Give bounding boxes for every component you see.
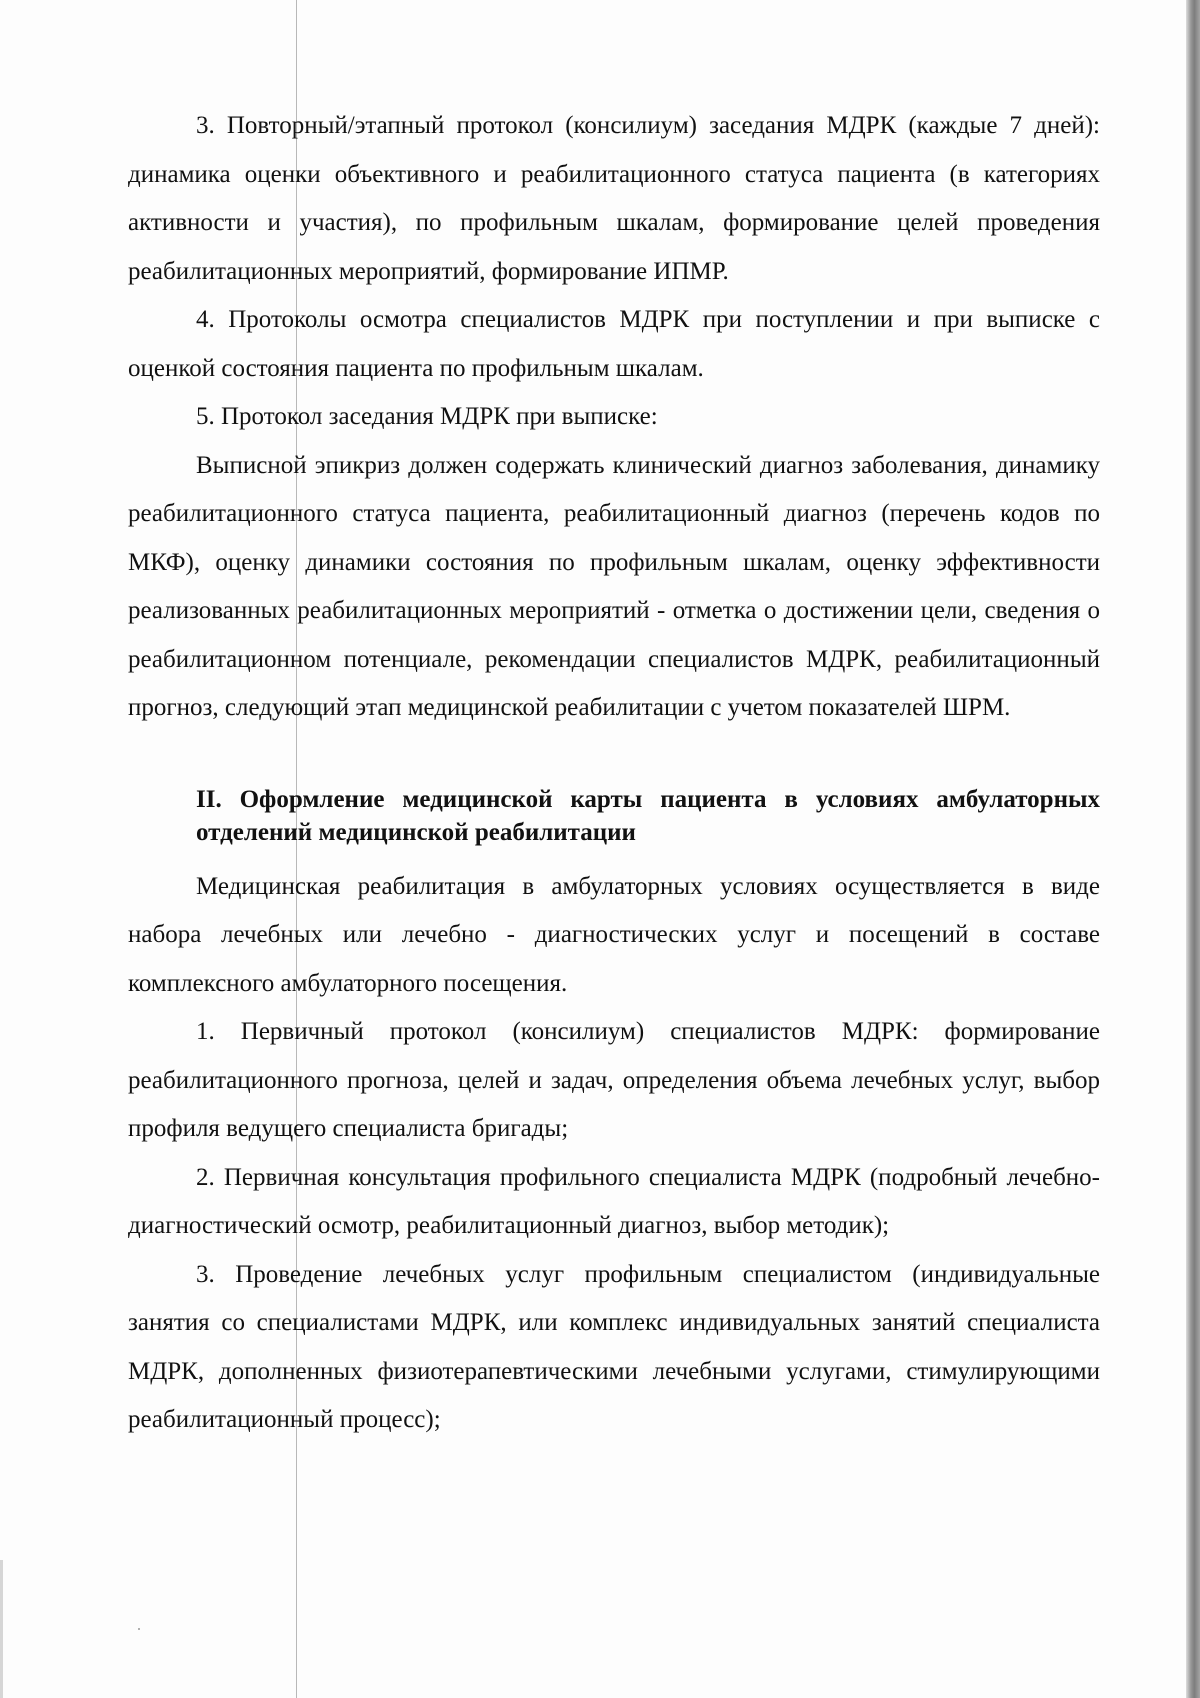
scan-artifact-left-edge [0, 1560, 3, 1698]
paragraph-specialist-protocols: 4. Протоколы осмотра специалистов МДРК при поступлении и при выписке с оценкой состояния пациента по профильным шкалам. [128, 306, 1100, 382]
document-body [128, 102, 1100, 1445]
paragraph-primary-consultation: 2. Первичная консультация профильного специалиста МДРК (подробный лечебно-диагностический осмотр, реабилитационный диагноз, выбор методик); [128, 1163, 1100, 1239]
heading-spacer [128, 849, 1100, 863]
paragraph-outpatient-intro: Медицинская реабилитация в амбулаторных условиях осуществляется в виде набора лечебных или лечебно - диагностических услуг и посещений в составе комплексного амбулаторного посещения. [128, 872, 1100, 997]
section-heading: II. Оформление медицинской карты пациента в условиях амбулаторных отделений медицинской реабилитации [196, 785, 1100, 846]
paragraph-discharge-protocol: 5. Протокол заседания МДРК при выписке: [196, 403, 658, 430]
paragraph-primary-protocol: 1. Первичный протокол (консилиум) специалистов МДРК: формирование реабилитационного прогноза, целей и задач, определения объема лечебных услуг, выбор профиля ведущего специалиста бригады; [128, 1018, 1100, 1142]
paragraph-therapy-services: 3. Проведение лечебных услуг профильным специалистом (индивидуальные занятия со специалистами МДРК, или комплекс индивидуальных занятий специалиста МДРК, дополненных физиотерапевтическими лечебными услугами, стимулирующими реабилитационный процесс); [128, 1260, 1100, 1433]
paragraph-discharge-summary: Выписной эпикриз должен содержать клинический диагноз заболевания, динамику реабилитационного статуса пациента, реабилитационный диагноз (перечень кодов по МКФ), оценку динамики состояния по профильным шкалам, оценку эффективности реализованных реабилитационных мероприятий - отметка о достижении цели, сведения о реабилитационном потенциале, рекомендации специалистов МДРК, реабилитационный прогноз, следующий этап медицинской реабилитации с учетом показателей ШРМ. [128, 451, 1100, 721]
scan-artifact-speck [138, 1628, 140, 1630]
scan-artifact-edge [1186, 0, 1200, 1698]
paragraph-repeat-protocol: 3. Повторный/этапный протокол (консилиум) заседания МДРК (каждые 7 дней): динамика оценки объективного и реабилитационного статуса пациента (в категориях активности и участия), по профильным шкалам, формирование целей проведения реабилитационных мероприятий, формирование ИПМР. [128, 112, 1100, 285]
